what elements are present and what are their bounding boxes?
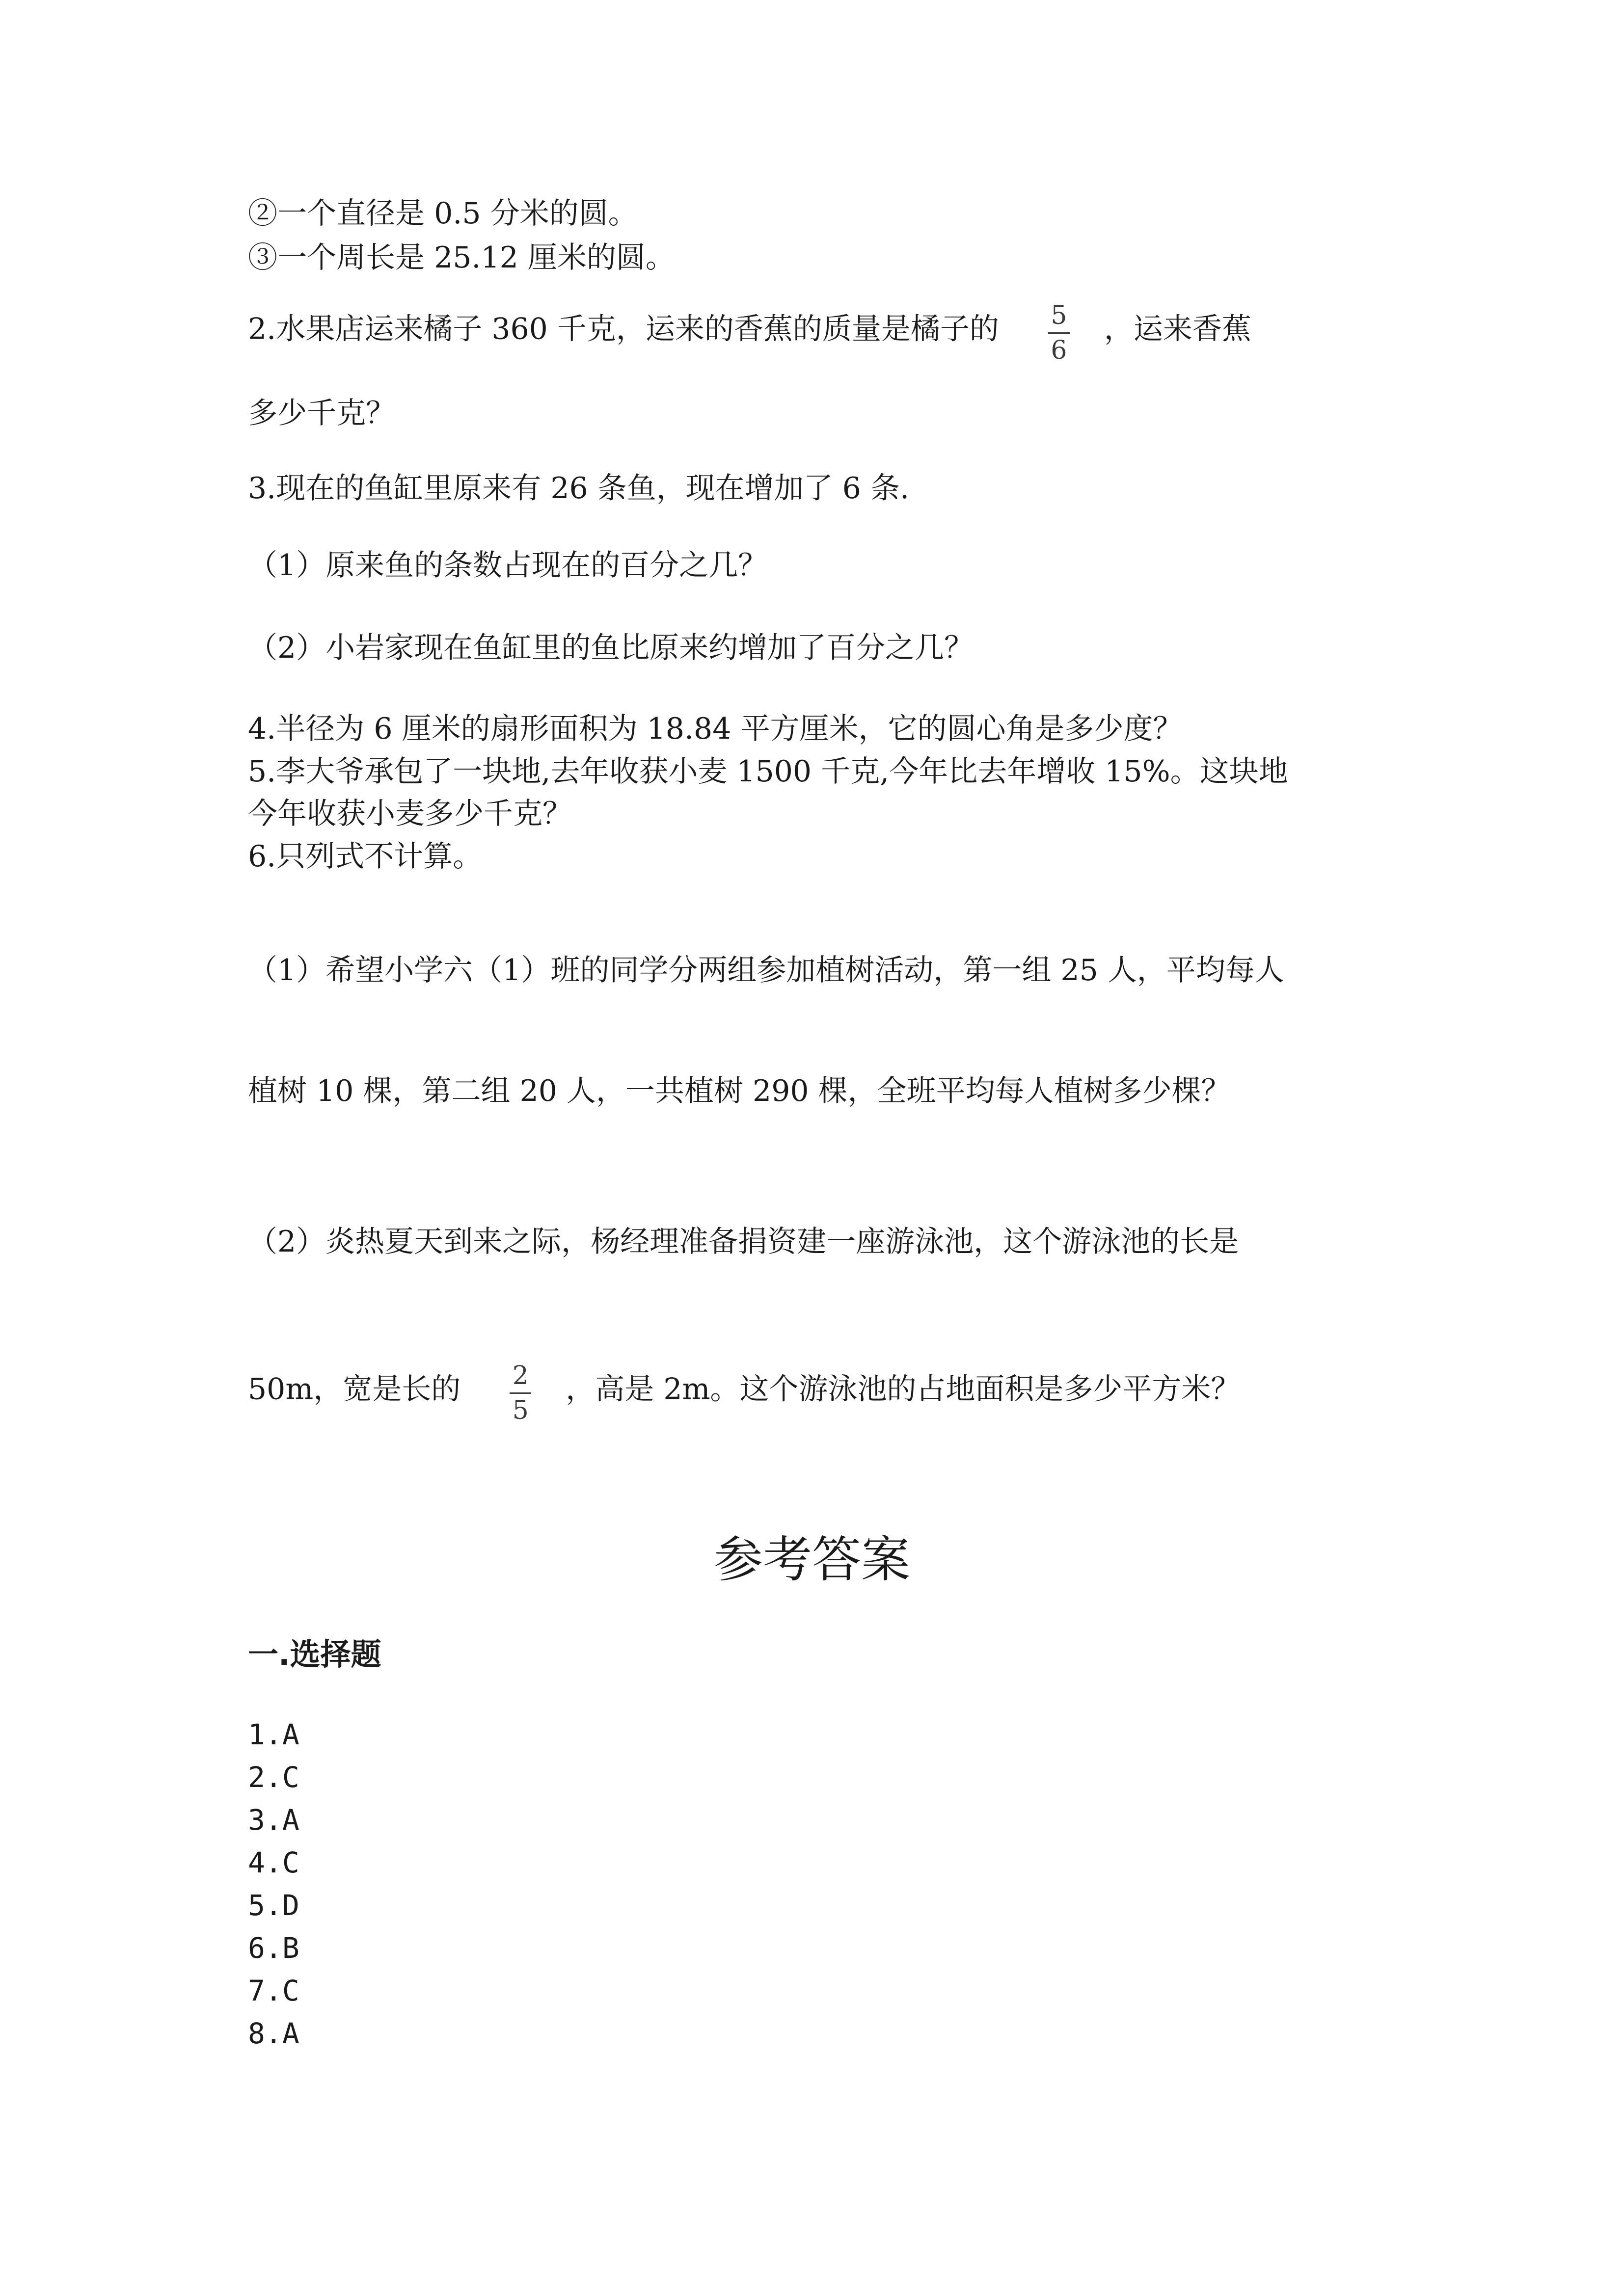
question-6-sub-2-text-b: ，高是 2m。这个游泳池的占地面积是多少平方米？	[566, 1372, 1241, 1407]
fraction-numerator: 5	[1051, 301, 1067, 330]
fraction-denominator: 6	[1051, 336, 1067, 365]
answer-item: 4.C	[248, 1846, 299, 1879]
question-6-sub-2-line-2	[248, 1360, 1240, 1423]
answer-item: 6.B	[248, 1931, 299, 1965]
answer-item: 8.A	[248, 2017, 299, 2050]
question-1-option-3: ③一个周长是 25.12 厘米的圆。	[248, 240, 675, 275]
question-6-title: 6.只列式不计算。	[248, 839, 483, 874]
question-2-text-a: 2.水果店运来橘子 360 千克，运来的香蕉的质量是橘子的	[248, 312, 999, 347]
question-2-text-b: ，运来香蕉	[1104, 312, 1251, 347]
question-6-sub-1-line-2: 植树 10 棵，第二组 20 人，一共植树 290 棵，全班平均每人植树多少棵？	[248, 1074, 1231, 1108]
answer-item: 7.C	[248, 1974, 299, 2007]
question-5-line-2: 今年收获小麦多少千克？	[248, 797, 572, 831]
question-4: 4.半径为 6 厘米的扇形面积为 18.84 平方厘米，它的圆心角是多少度？	[248, 712, 1183, 746]
question-6-sub-1-line-1: （1）希望小学六（1）班的同学分两组参加植树活动，第一组 25 人，平均每人	[248, 953, 1284, 988]
answer-item: 5.D	[248, 1889, 299, 1922]
question-3-sub-1: （1）原来鱼的条数占现在的百分之几？	[248, 548, 768, 583]
question-6-sub-2-text-a: 50m，宽是长的	[248, 1372, 461, 1407]
question-3-title: 3.现在的鱼缸里原来有 26 条鱼，现在增加了 6 条.	[248, 471, 910, 506]
answer-item: 1.A	[248, 1718, 299, 1751]
question-6-sub-2-line-1: （2）炎热夏天到来之际，杨经理准备捐资建一座游泳池，这个游泳池的长是	[248, 1225, 1239, 1259]
fraction-two-fifths	[510, 1360, 531, 1423]
answers-heading: 参考答案	[714, 1531, 910, 1588]
fraction-numerator: 2	[512, 1361, 529, 1390]
answers-section-title: 一.选择题	[248, 1636, 381, 1672]
question-5-line-1: 5.李大爷承包了一块地,去年收获小麦 1500 千克,今年比去年增收 15%。这块地	[248, 754, 1288, 789]
answer-item: 2.C	[248, 1761, 299, 1794]
fraction-denominator: 5	[512, 1396, 529, 1425]
answer-item: 3.A	[248, 1803, 299, 1837]
question-2-line-1	[248, 299, 1251, 363]
question-3-sub-2: （2）小岩家现在鱼缸里的鱼比原来约增加了百分之几？	[248, 631, 974, 665]
fraction-five-sixths	[1048, 299, 1070, 363]
question-1-option-2: ②一个直径是 0.5 分米的圆。	[248, 196, 638, 231]
question-2-line-2: 多少千克？	[248, 396, 395, 430]
